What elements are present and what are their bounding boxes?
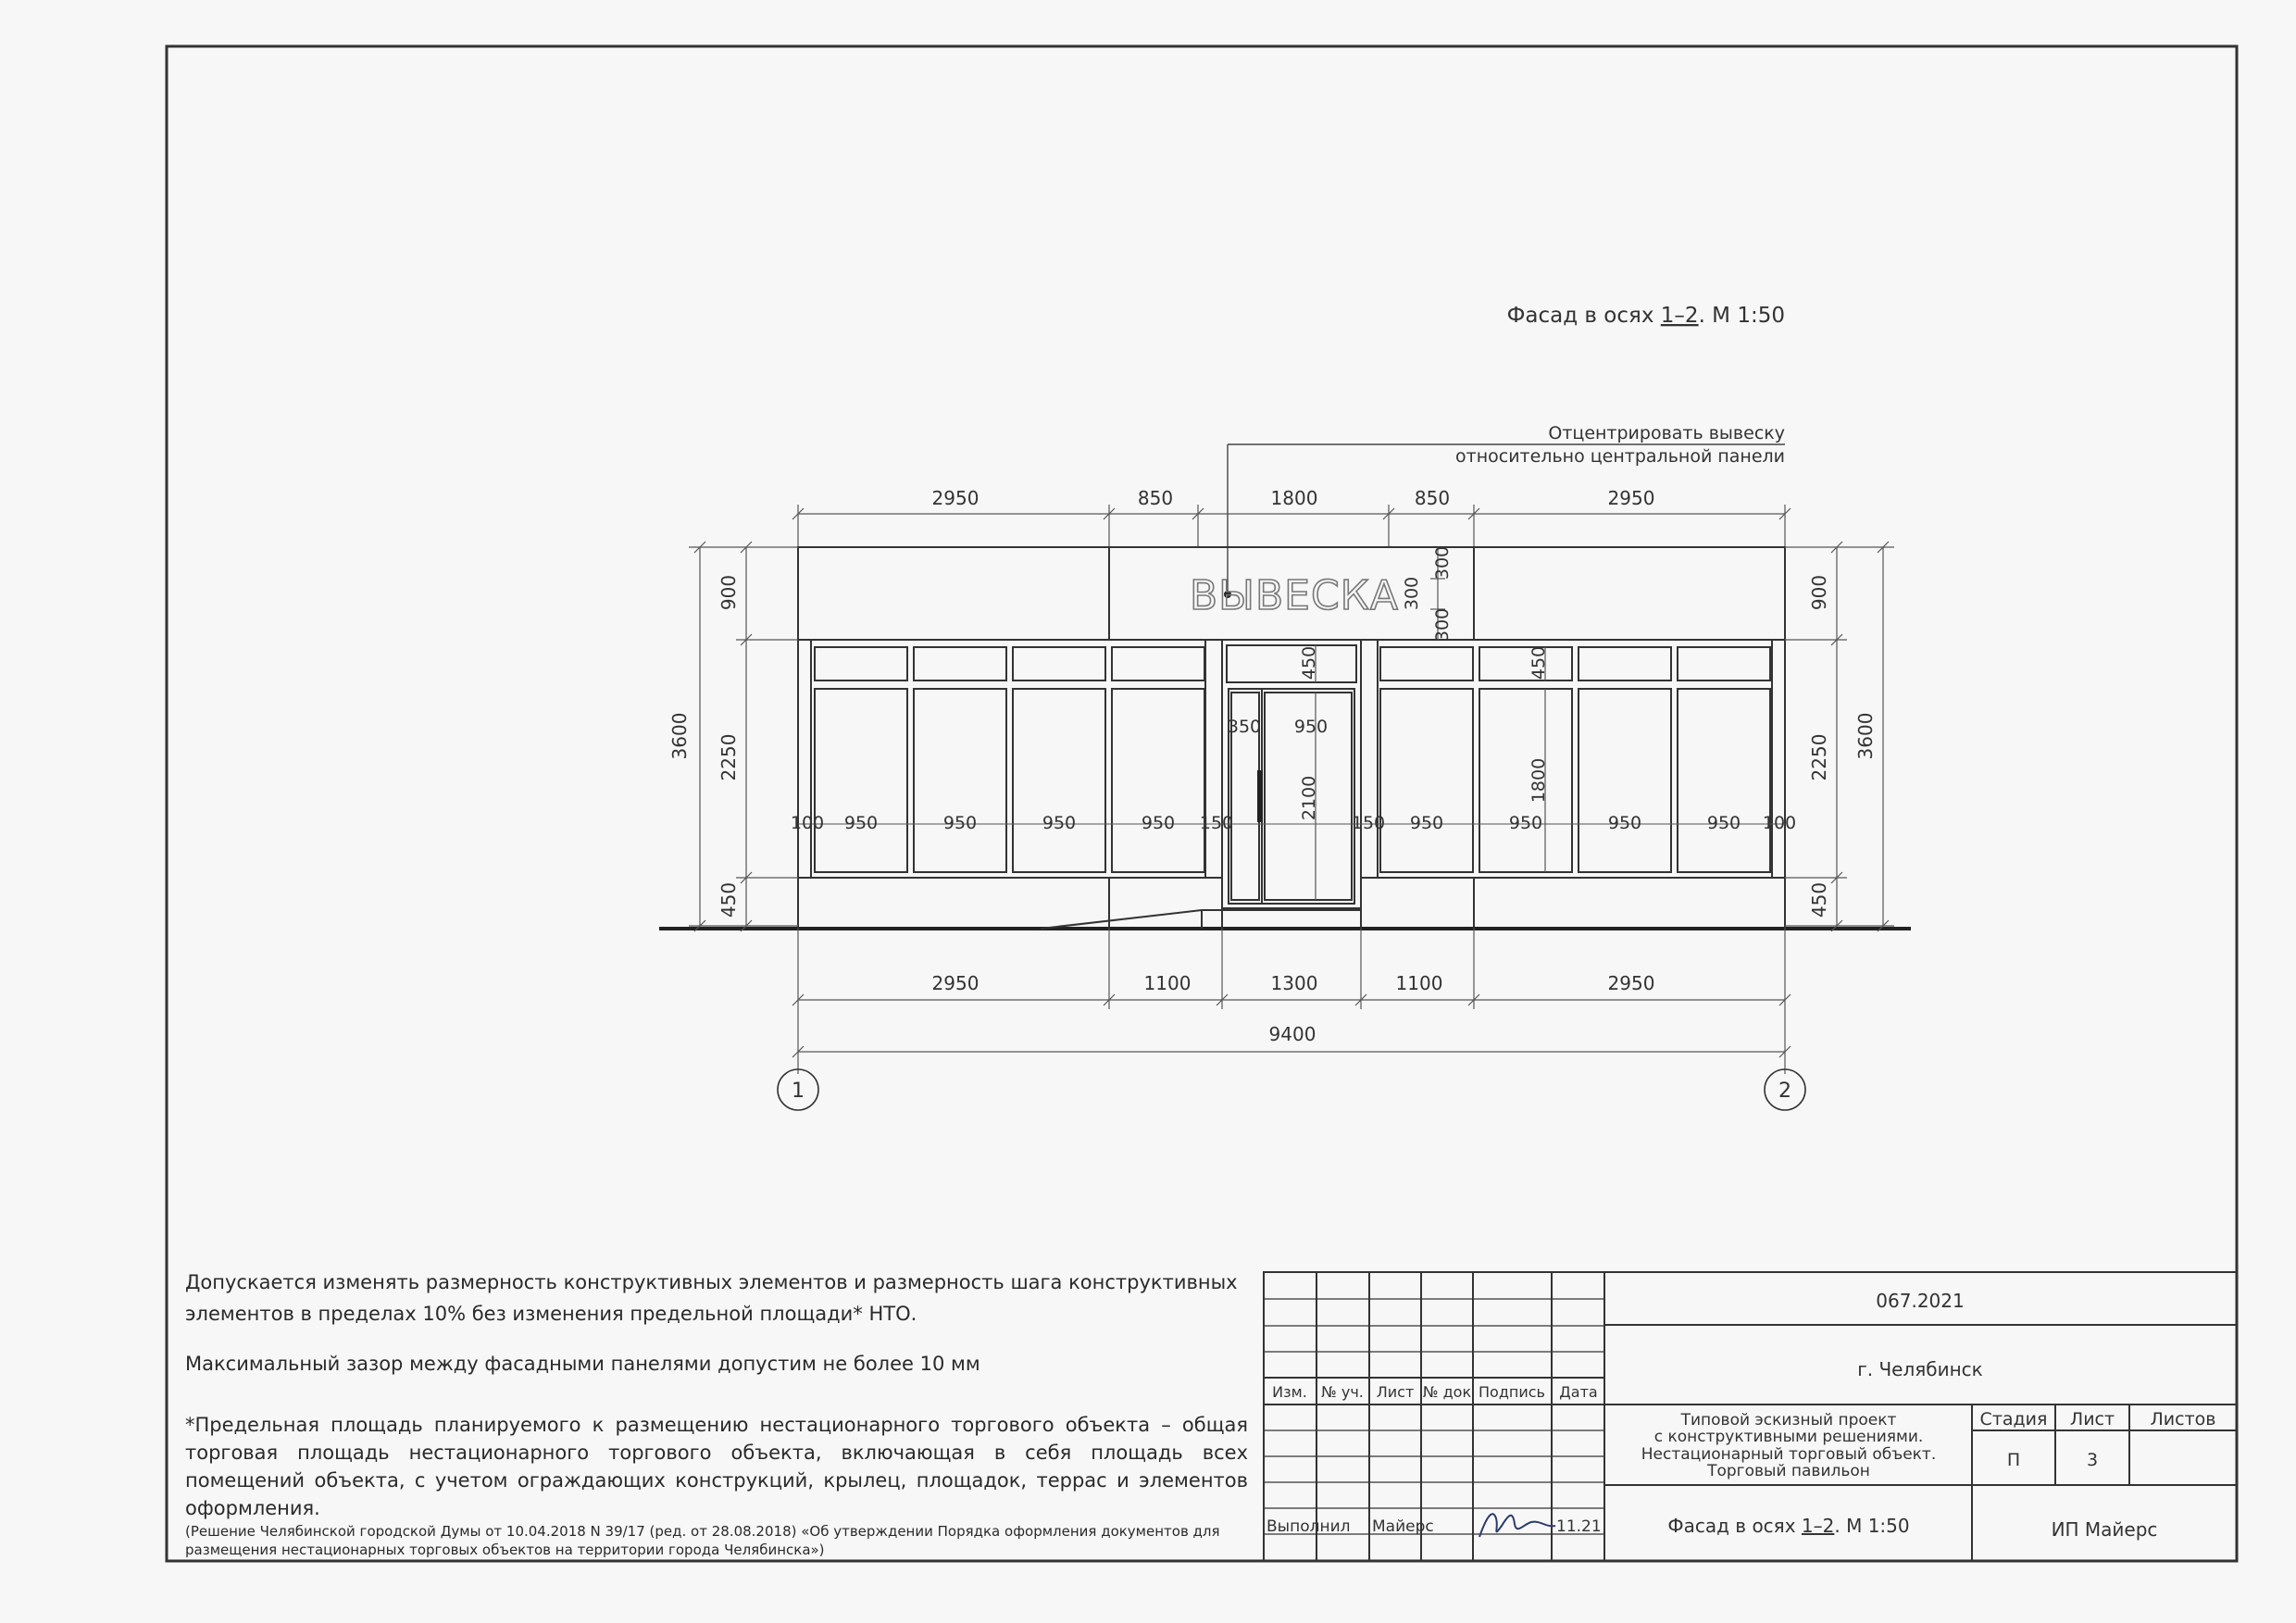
top-dim-2: 850	[1137, 487, 1174, 509]
organization: ИП Майерс	[2051, 1518, 2158, 1541]
left-panel-dim-3: 950	[942, 813, 978, 833]
top-dim-1: 2950	[931, 487, 980, 509]
project-description	[1641, 1411, 1937, 1480]
right-vdim-1: 900	[1808, 574, 1830, 611]
left-panel-dim-1: 100	[790, 813, 825, 833]
note-tolerance: Допускается изменять размерность конструктивных элементов и размерность шага конструктивных элементов в пределах 10% без изменения предельной площади* НТО.	[185, 1271, 1238, 1325]
right-panel-dim-6: 100	[1762, 813, 1797, 833]
bottom-dim-4: 1100	[1395, 972, 1443, 994]
sheet-header: Лист	[2069, 1409, 2115, 1429]
left-transoms	[815, 647, 1204, 680]
bottom-dim-1: 2950	[931, 972, 980, 994]
top-dim-3: 1800	[1270, 487, 1318, 509]
right-panel-dim-4: 950	[1607, 813, 1642, 833]
performed-name: Майерс	[1372, 1517, 1434, 1536]
left-vertical-dims	[689, 542, 798, 931]
right-transoms	[1380, 647, 1770, 680]
stage-header: Стадия	[1979, 1409, 2048, 1429]
svg-text:2: 2	[1778, 1080, 1791, 1103]
left-panel-dim-4: 950	[1042, 813, 1077, 833]
signature-mark	[1479, 1514, 1555, 1537]
note-legal-reference: (Решение Челябинской городской Думы от 10.04.2018 N 39/17 (ред. от 28.08.2018) «Об утверждении Порядка оформления документов для размещения нестационарных торговых объектов на территории города Челябинска»)	[185, 1523, 1220, 1558]
right-panel-dim-1: 150	[1351, 813, 1386, 833]
right-total-height: 3600	[1854, 712, 1877, 760]
project-code: 067.2021	[1876, 1290, 1965, 1312]
svg-text:Типовой эскизный проект: Типовой эскизный проект	[1680, 1411, 1897, 1429]
left-panel-dim-6: 150	[1199, 813, 1234, 833]
top-dimension-chain	[792, 505, 1791, 546]
left-panel-dim-5: 950	[1141, 813, 1176, 833]
svg-text:Торговый павильон: Торговый павильон	[1707, 1462, 1870, 1480]
performed-date: 11.21	[1556, 1517, 1602, 1536]
note-area-definition: *Предельная площадь планируемого к размещению нестационарного торгового объекта – общая торговая площадь нестационарного торгового объекта, включающая в себя площадь всех помещений объекта, с учетом ограждающих конструкций, крылец, площадок, террас и элементов оформления.	[185, 1414, 1248, 1519]
drawing-title: Фасад в осях 1–2. М 1:50	[1506, 304, 1785, 328]
sign-dim-1: 300	[1432, 545, 1453, 581]
left-windows	[815, 689, 1204, 872]
door-leaf-dim-1: 350	[1227, 717, 1262, 737]
callout-line-1: Отцентрировать вывеску	[1548, 423, 1785, 443]
col-header-nuch: № уч.	[1321, 1383, 1364, 1401]
bottom-dim-3: 1300	[1270, 972, 1318, 994]
left-vdim-2: 2250	[718, 733, 740, 781]
bottom-dim-5: 2950	[1607, 972, 1655, 994]
bottom-dimension-chain	[792, 929, 1791, 1074]
sign-text: ВЫВЕСКА	[1189, 572, 1400, 619]
axis-marker-1	[778, 1069, 818, 1110]
col-header-ndok: № док	[1422, 1383, 1472, 1401]
window-height-dim: 1800	[1529, 757, 1549, 804]
door-leaf-dim-2: 950	[1293, 717, 1329, 737]
top-dim-5: 2950	[1607, 487, 1655, 509]
inner-vertical-dims	[1316, 645, 1545, 900]
right-windows	[1380, 689, 1770, 872]
project-city: г. Челябинск	[1857, 1358, 1983, 1380]
svg-text:Нестационарный торговый объект: Нестационарный торговый объект.	[1641, 1445, 1937, 1464]
window-transom-dim: 450	[1529, 645, 1549, 680]
sign-dim-3: 300	[1432, 607, 1453, 643]
door-handle	[1257, 770, 1263, 822]
bottom-dim-2: 1100	[1143, 972, 1192, 994]
right-vertical-dims	[1785, 542, 1894, 931]
left-total-height: 3600	[668, 712, 691, 760]
notes-block	[185, 1267, 1248, 1559]
col-header-podpis: Подпись	[1479, 1383, 1545, 1401]
door-frame	[1222, 640, 1361, 908]
svg-text:с конструктивными решениями.: с конструктивными решениями.	[1653, 1428, 1924, 1446]
left-vdim-3: 450	[718, 881, 740, 918]
axis-marker-2	[1765, 1069, 1805, 1110]
note-gap: Максимальный зазор между фасадными панелями допустим не более 10 мм	[185, 1353, 980, 1375]
col-header-data: Дата	[1559, 1383, 1598, 1401]
left-vdim-1: 900	[718, 574, 740, 611]
overall-dim: 9400	[1268, 1023, 1316, 1045]
sheet-value: 3	[2086, 1450, 2099, 1470]
col-header-izm: Изм.	[1272, 1383, 1307, 1401]
col-header-list: Лист	[1376, 1383, 1415, 1401]
right-vdim-2: 2250	[1808, 733, 1830, 781]
right-panel-dim-2: 950	[1409, 813, 1444, 833]
sign-dim-2: 300	[1402, 576, 1422, 611]
door-transom-dim: 450	[1299, 645, 1319, 680]
svg-text:1: 1	[792, 1080, 805, 1103]
right-panel-dim-3: 950	[1508, 813, 1543, 833]
right-panel-dim-5: 950	[1706, 813, 1741, 833]
performed-label: Выполнил	[1267, 1517, 1351, 1536]
sheets-header: Листов	[2150, 1409, 2216, 1429]
callout-line-2: относительно центральной панели	[1455, 446, 1785, 467]
door-height-dim: 2100	[1299, 775, 1319, 821]
right-vdim-3: 450	[1808, 881, 1830, 918]
top-dim-4: 850	[1414, 487, 1451, 509]
sheet-title: Фасад в осях 1–2. М 1:50	[1667, 1515, 1910, 1537]
stage-value: П	[2006, 1450, 2021, 1470]
left-panel-dim-2: 950	[843, 813, 879, 833]
